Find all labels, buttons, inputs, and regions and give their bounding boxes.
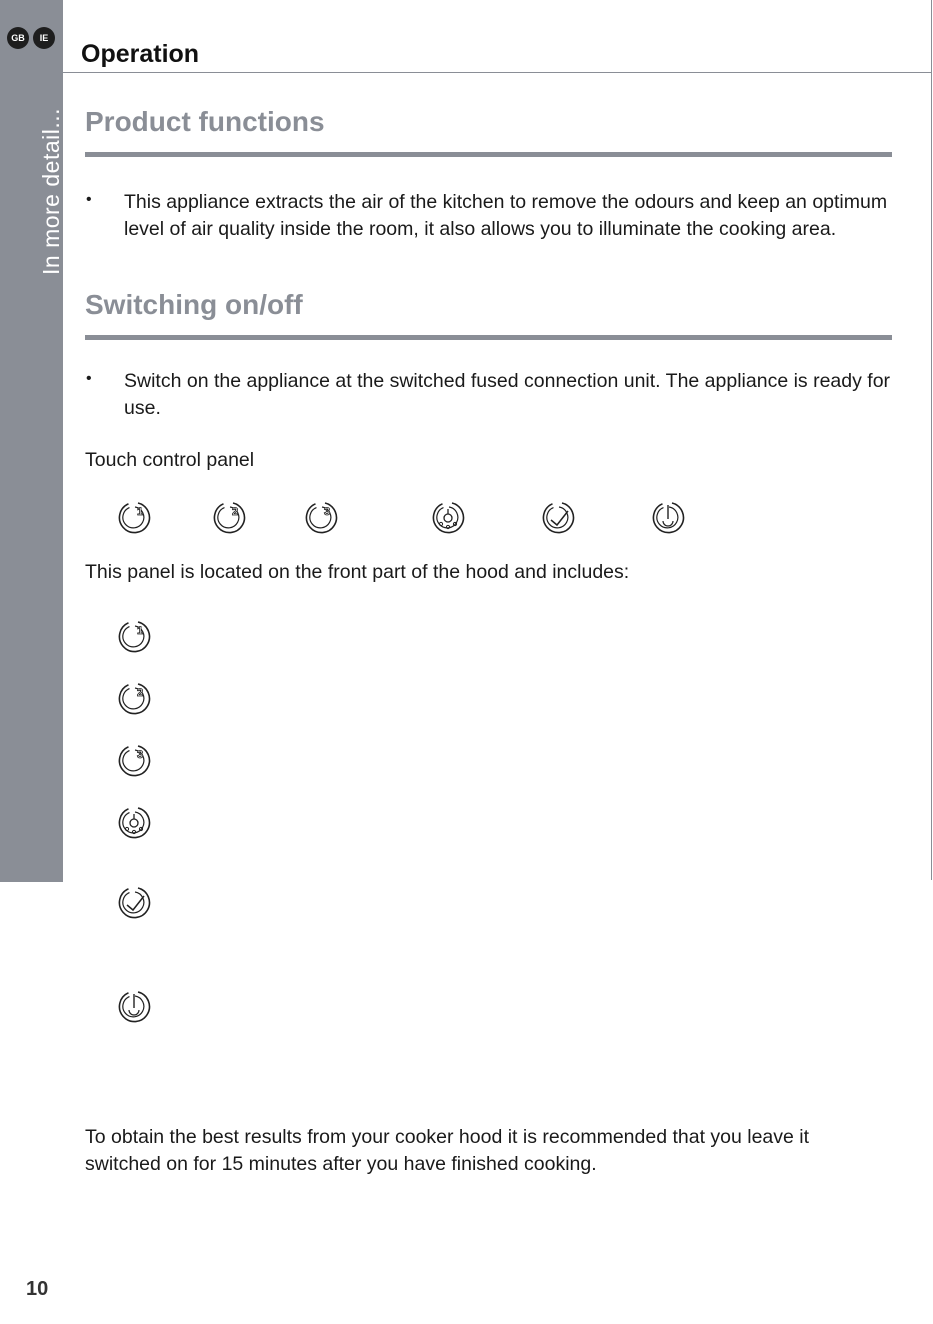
svg-text:1: 1 bbox=[136, 625, 144, 637]
side-tab-label: In more detail... bbox=[38, 107, 64, 275]
svg-text:3: 3 bbox=[323, 506, 331, 518]
svg-text:2: 2 bbox=[136, 687, 144, 699]
header-divider bbox=[63, 72, 931, 73]
light-icon bbox=[650, 499, 686, 535]
gb-badge: GB bbox=[7, 27, 29, 49]
switching-text: Switch on the appliance at the switched fused connection unit. The appliance is ready for use. bbox=[124, 370, 891, 419]
speed-2-icon bbox=[116, 680, 152, 716]
section-divider bbox=[85, 152, 892, 157]
bullet-marker: • bbox=[86, 191, 92, 208]
speed-2-icon bbox=[211, 499, 247, 535]
speed-1-icon bbox=[116, 499, 152, 535]
page-number: 10 bbox=[26, 1278, 49, 1300]
speed-1-icon bbox=[116, 618, 152, 654]
page-header-title: Operation bbox=[81, 40, 200, 68]
light-icon bbox=[116, 988, 152, 1024]
section-title-product-functions: Product functions bbox=[85, 106, 325, 137]
ie-badge: IE bbox=[33, 27, 55, 49]
svg-text:3: 3 bbox=[136, 749, 144, 761]
svg-text:2: 2 bbox=[231, 506, 239, 518]
timer-icon bbox=[116, 884, 152, 920]
side-tab bbox=[0, 0, 63, 882]
section-title-switching: Switching on/off bbox=[85, 289, 303, 320]
recommendation-text: To obtain the best results from your cooker hood it is recommended that you leave it switched on for 15 minutes after you have finished cooking. bbox=[85, 1126, 810, 1175]
speed-3-icon bbox=[303, 499, 339, 535]
timer-icon bbox=[540, 499, 576, 535]
speed-3-icon bbox=[116, 742, 152, 778]
touch-panel-label: Touch control panel bbox=[85, 449, 255, 471]
svg-text:1: 1 bbox=[136, 506, 144, 518]
panel-includes-text: This panel is located on the front part of the hood and includes: bbox=[85, 561, 630, 583]
intensive-speed-icon bbox=[430, 499, 466, 535]
section-divider bbox=[85, 335, 892, 340]
product-functions-text: This appliance extracts the air of the kitchen to remove the odours and keep an optimum level of air quality inside the room, it also allows you to illuminate the cooking area. bbox=[124, 191, 888, 240]
intensive-speed-icon bbox=[116, 804, 152, 840]
page-edge-line bbox=[931, 0, 932, 880]
bullet-marker: • bbox=[86, 370, 92, 387]
